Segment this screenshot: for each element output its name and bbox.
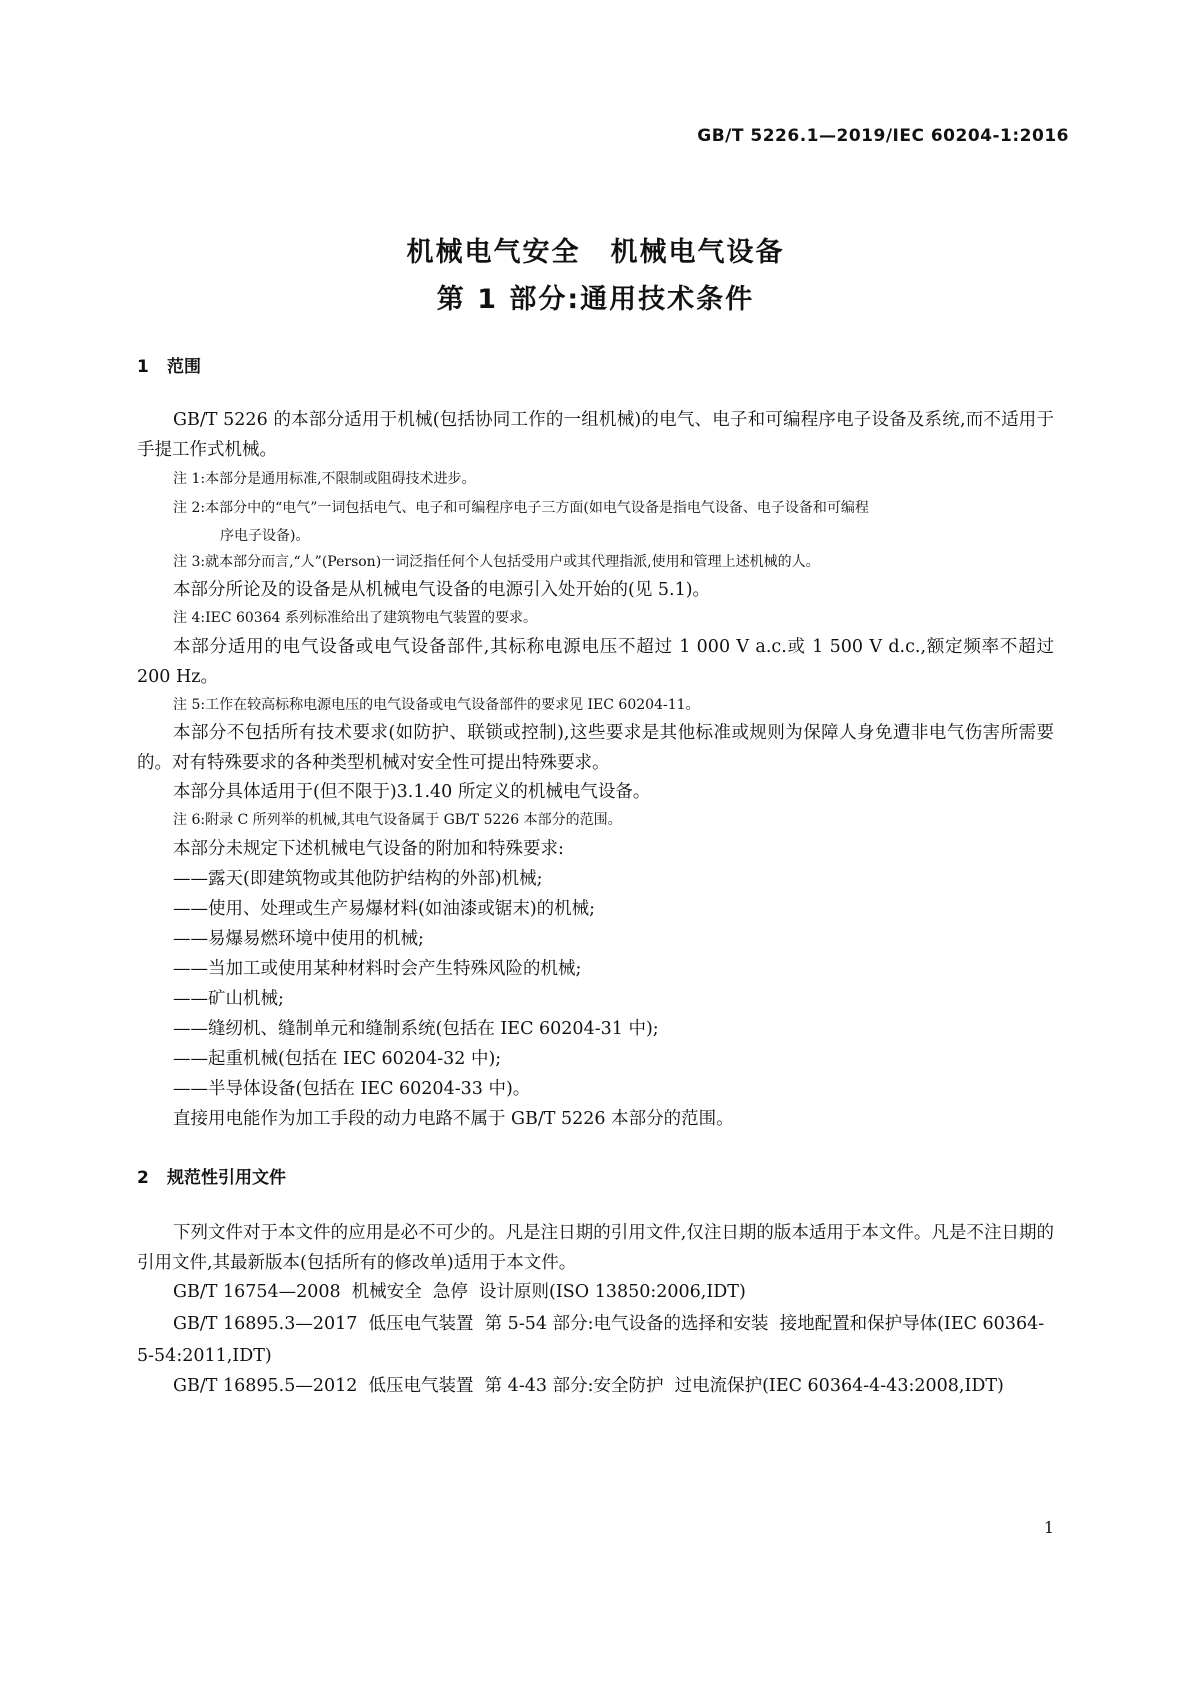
note-6: 注 6:附录 C 所列举的机械,其电气设备属于 GB/T 5226 本部分的范围。 bbox=[173, 812, 622, 828]
reference-entry: GB/T 16754—2008 机械安全 急停 设计原则(ISO 13850:2006,IDT) bbox=[173, 1282, 746, 1302]
paragraph: 本部分适用的电气设备或电气设备部件,其标称电源电压不超过 1 000 V a.c.或 1 500 V d.c.,额定频率不超过 200 Hz。 bbox=[137, 637, 1054, 687]
list-item: ——矿山机械; bbox=[173, 989, 284, 1009]
document-title-line1 bbox=[0, 230, 1191, 269]
section-number: 1 bbox=[137, 357, 149, 377]
reference-entry: GB/T 16895.3—2017 低压电气装置 第 5-54 部分:电气设备的选择和安装 接地配置和保护导体(IEC 60364-5-54:2011,IDT) bbox=[137, 1314, 1045, 1366]
paragraph: GB/T 5226 的本部分适用于机械(包括协同工作的一组机械)的电气、电子和可编程序电子设备及系统,而不适用于手提工作式机械。 bbox=[137, 410, 1054, 460]
page-number: 1 bbox=[1043, 1518, 1054, 1537]
reference-entry: GB/T 16895.5—2012 低压电气装置 第 4-43 部分:安全防护 过电流保护(IEC 60364-4-43:2008,IDT) bbox=[173, 1376, 1004, 1396]
note-2-line-1: 注 2:本部分中的“电气”一词包括电气、电子和可编程序电子三方面(如电气设备是指电气设备、电子设备和可编程 bbox=[173, 500, 869, 516]
paragraph: 下列文件对于本文件的应用是必不可少的。凡是注日期的引用文件,仅注日期的版本适用于本文件。凡是不注日期的引用文件,其最新版本(包括所有的修改单)适用于本文件。 bbox=[137, 1223, 1054, 1273]
section-title: 范围 bbox=[167, 357, 201, 377]
section-title: 规范性引用文件 bbox=[167, 1168, 286, 1188]
note-5: 注 5:工作在较高标称电源电压的电气设备或电气设备部件的要求见 IEC 60204-11。 bbox=[173, 697, 700, 713]
paragraph: 本部分不包括所有技术要求(如防护、联锁或控制),这些要求是其他标准或规则为保障人身免遭非电气伤害所需要的。对有特殊要求的各种类型机械对安全性可提出特殊要求。 bbox=[137, 723, 1054, 773]
list-item: ——当加工或使用某种材料时会产生特殊风险的机械; bbox=[173, 959, 582, 979]
list-item: ——缝纫机、缝制单元和缝制系统(包括在 IEC 60204-31 中); bbox=[173, 1019, 659, 1039]
section-1-heading bbox=[137, 352, 201, 377]
note-3: 注 3:就本部分而言,“人”(Person)一词泛指任何个人包括受用户或其代理指派,使用和管理上述机械的人。 bbox=[173, 554, 820, 570]
section-number: 2 bbox=[137, 1168, 149, 1188]
paragraph: 直接用电能作为加工手段的动力电路不属于 GB/T 5226 本部分的范围。 bbox=[173, 1109, 734, 1129]
note-4: 注 4:IEC 60364 系列标准给出了建筑物电气装置的要求。 bbox=[173, 610, 537, 626]
list-item: ——半导体设备(包括在 IEC 60204-33 中)。 bbox=[173, 1079, 531, 1099]
document-title-line2: 第 1 部分:通用技术条件 bbox=[436, 284, 755, 315]
list-item: ——使用、处理或生产易爆材料(如油漆或锯末)的机械; bbox=[173, 899, 596, 919]
list-item: ——易爆易燃环境中使用的机械; bbox=[173, 929, 424, 949]
paragraph: 本部分具体适用于(但不限于)3.1.40 所定义的机械电气设备。 bbox=[173, 782, 651, 802]
list-item: ——露天(即建筑物或其他防护结构的外部)机械; bbox=[173, 869, 543, 889]
note-1: 注 1:本部分是通用标准,不限制或阻碍技术进步。 bbox=[173, 471, 476, 487]
paragraph: 本部分未规定下述机械电气设备的附加和特殊要求: bbox=[173, 839, 564, 859]
paragraph: 本部分所论及的设备是从机械电气设备的电源引入处开始的(见 5.1)。 bbox=[173, 580, 711, 600]
standard-code: GB/T 5226.1—2019/IEC 60204-1:2016 bbox=[697, 126, 1069, 146]
title-part-a: 机械电气安全 bbox=[406, 237, 581, 268]
note-2 bbox=[173, 494, 1054, 550]
title-part-b: 机械电气设备 bbox=[610, 237, 785, 268]
list-item: ——起重机械(包括在 IEC 60204-32 中); bbox=[173, 1049, 502, 1069]
section-2-heading bbox=[137, 1163, 286, 1188]
note-2-line-2: 序电子设备)。 bbox=[220, 528, 310, 544]
